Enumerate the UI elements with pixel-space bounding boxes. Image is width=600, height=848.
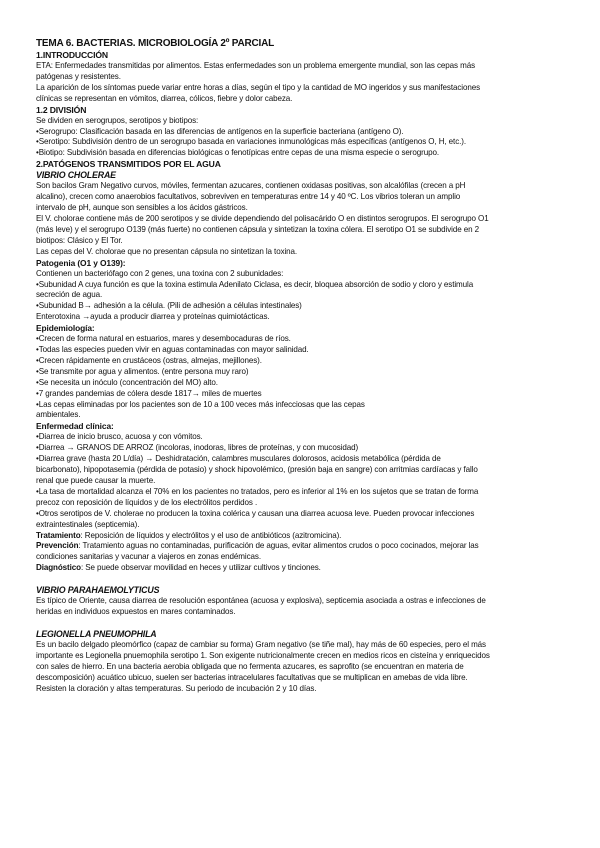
bullet-line: • La tasa de mortalidad alcanza el 70% en los pacientes no tratados, pero es inferior al 1% en los sujetos que se tratan de forma [36,487,566,498]
subheading-epidemiologia: Epidemiología: [36,323,95,334]
paragraph-line: Resisten la cloración y altas temperaturas. Su periodo de incubación 2 y 10 días. [36,683,317,693]
bullet-line: • Crecen rápidamente en crustáceos (ostras, almejas, mejillones). [36,356,566,367]
bullet-line: • Subunidad B→ adhesión a la célula. (Pili de adhesión a células intestinales) [36,301,566,312]
bullet-line: • Otros serotipos de V. cholerae no producen la toxina colérica y causan una diarrea acuosa leve. Pueden provocar infecciones [36,509,566,520]
tratamiento-text: : Reposición de líquidos y electrólitos y el uso de antibióticos (azitromicina). [80,530,342,540]
subheading-enfermedad-clinica: Enfermedad clínica: [36,421,114,432]
section-heading-patogenos: 2.PATÓGENOS TRANSMITIDOS POR EL AGUA [36,159,221,170]
spacer [36,574,566,585]
prevencion-label: Prevención [36,541,79,551]
paragraph-line: bicarbonato), hipopotasemia (pérdida de potasio) y shock hipovolémico, (presión baja en sangre) con arritmias cardíacas y fallo [36,465,478,475]
division-line: Se dividen en serogrupos, serotipos y biotipos: [36,115,199,125]
bullet-line: • 7 grandes pandemias de cólera desde 1817→ miles de muertes [36,389,566,400]
paragraph-line: extraintestinales (septicemia). [36,519,140,529]
paragraph-line: renal que puede causar la muerte. [36,476,156,485]
paragraph-line: Son bacilos Gram Negativo curvos, móviles, fermentan azucares, contienen oxidasas positivas, son alcalófilas (crecen a pH [36,181,466,191]
bullet-line: • Las cepas eliminadas por los pacientes son de 10 a 100 veces más infecciosas que las cepas [36,400,566,411]
subheading-patogenia: Patogenia (O1 y O139): [36,257,126,268]
prevencion-line [36,541,566,552]
paragraph-line: importante es Legionella pnuemophila serotipo 1. Son exigente nutricionalmente crecen en medios ricos en cisteína y enriquecidos [36,650,490,660]
bullet-line: • Se transmite por agua y alimentos. (entre persona muy raro) [36,367,566,378]
diagnostico-line [36,563,566,574]
division-bullet: • Serotipo: Subdivisión dentro de un serogrupo basada en variaciones inmunológicas más específicas (antígenos O, H, etc.). [36,137,566,148]
paragraph-line: descomposición) acuático ubicuo, suelen ser bacterias intracelulares facultativas que se multiplican en amebas de vida libre. [36,672,468,682]
paragraph-line: ambientales. [36,410,81,420]
intro-line: ETA: Enfermedades transmitidas por alimentos. Estas enfermedades son un problema emergente mundial, son las cepas más [36,61,476,70]
bullet-line: • Todas las especies pueden vivir en aguas contaminadas con mayor salinidad. [36,345,566,356]
prevencion-text: : Tratamiento aguas no contaminadas, purificación de aguas, evitar alimentos crudos o poco cocinados, mejorar las [78,541,479,551]
paragraph-line: intervalo de pH, aunque son sensibles a los ácidos gástricos. [36,203,248,213]
bullet-line: • Subunidad A cuya función es que la toxina estimula Adenilato Ciclasa, es decir, bloquea absorción de sodio y cloro y estimula [36,280,566,291]
page-title: TEMA 6. BACTERIAS. MICROBIOLOGÍA 2º PARCIAL [36,38,275,49]
intro-line: La aparición de los síntomas puede variar entre horas a días, según el tipo y la cantidad de MO ingeridos y sus manifestaciones [36,82,480,92]
paragraph-line: Es un bacilo delgado pleomórfico (capaz de cambiar su forma) Gram negativo (se tiñe mal), hay más de 60 especies, pero el más [36,639,486,649]
paragraph-line: secreción de agua. [36,290,103,300]
spacer [36,618,566,629]
division-bullet: • Serogrupo: Clasificación basada en las diferencias de antígenos en la superficie bacteriana (antígeno O). [36,127,566,138]
subheading-vibrio-parahaemolyticus: VIBRIO PARAHAEMOLYTICUS [36,585,160,596]
paragraph-line: Enterotoxina →ayuda a producir diarrea y proteínas quimiotácticas. [36,312,270,322]
paragraph-line: heridas en individuos expuestos en mares contaminados. [36,607,236,617]
bullet-line: • Crecen de forma natural en estuarios, mares y desembocaduras de ríos. [36,334,566,345]
intro-line: patógenas y resistentes. [36,71,121,81]
paragraph-line: Es típico de Oriente, causa diarrea de resolución espontánea (acuosa y explosiva), septicemia asociada a ostras e infecciones de [36,596,486,606]
tratamiento-label: Tratamiento [36,530,81,540]
bullet-line: • Diarrea → GRANOS DE ARROZ (incoloras, inodoras, libres de proteínas, y con mucosidad) [36,443,566,454]
section-heading-introduccion: 1.INTRODUCCIÓN [36,50,108,60]
paragraph-line: Las cepas del V. cholorae que no presentan cápsula no sintetizan la toxina. [36,246,298,256]
diagnostico-text: : Se puede observar movilidad en heces y utilizar cultivos y tinciones. [80,563,321,573]
diagnostico-label: Diagnóstico [36,563,81,573]
intro-line: clínicas se representan en vómitos, diarrea, cólicos, fiebre y dolor cabeza. [36,93,293,103]
tratamiento-line [36,531,566,542]
document-page [36,38,566,695]
paragraph-line: El V. cholorae contiene más de 200 serotipos y se divide dependiendo del polisacárido O en distintos serogrupos. El serogrupo O1 [36,213,489,223]
subheading-legionella-pneumophila: LEGIONELLA PNEUMOPHILA [36,628,157,639]
paragraph-line: alcalino), crecen como anaerobios facultativos, sobreviven en temperaturas entre 14 y 40 ºC. Los vibrios toleran un amplio [36,192,461,202]
prevencion-line-2: condiciones sanitarias y vacunar a viajeros en zonas endémicas. [36,552,261,562]
subheading-vibrio-cholerae: VIBRIO CHOLERAE [36,170,116,181]
paragraph-line: Contienen un bacteriófago con 2 genes, una toxina con 2 subunidades: [36,268,284,278]
division-bullet: • Biotipo: Subdivisión basada en diferencias biológicas o fenotípicas entre cepas de una misma especie o serogrupo. [36,148,566,159]
bullet-line: • Diarrea grave (hasta 20 L/día) → Deshidratación, calambres musculares dolorosos, acidosis metabólica (pérdida de [36,454,566,465]
paragraph-line: precoz con reposición de líquidos y de los electrólitos perdidos . [36,497,258,507]
section-heading-division: 1.2 DIVISIÓN [36,104,87,115]
paragraph-line: (más leve) y el serogrupo O139 (más fuerte) no contienen cápsula y sintetizan la toxina cólera. El serotipo O1 se subdivide en 2 [36,224,479,234]
bullet-line: • Diarrea de inicio brusco, acuosa y con vómitos. [36,432,566,443]
bullet-line: • Se necesita un inóculo (concentración del MO) alto. [36,378,566,389]
paragraph-line: con sales de hierro. En una bacteria aerobia obligada que no fermenta azucares, es saprofito (se encuentran en materia de [36,661,464,671]
paragraph-line: biotipos: Clásico y El Tor. [36,235,123,245]
